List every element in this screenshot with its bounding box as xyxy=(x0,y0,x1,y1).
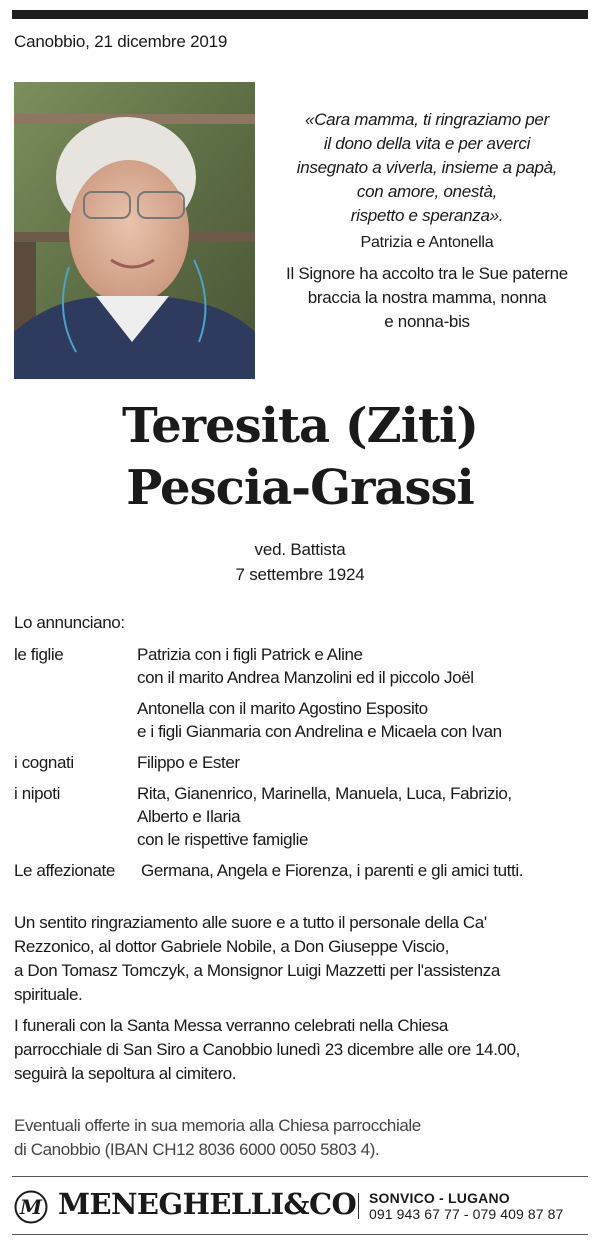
thanks-line: a Don Tomasz Tomczyk, a Monsignor Luigi Mazzetti per l'assistenza xyxy=(14,961,500,980)
footer-phones: 091 943 67 77 - 079 409 87 87 xyxy=(369,1206,564,1222)
family-line: Filippo e Ester xyxy=(137,753,240,772)
widow-of: ved. Battista xyxy=(254,540,346,559)
announcement-line: braccia la nostra mamma, nonna xyxy=(307,288,547,307)
quote-line: insegnato a viverla, insieme a papà, xyxy=(296,158,558,177)
quote-line: il dono della vita e per averci xyxy=(323,134,531,153)
funeral-line: I funerali con la Santa Messa verranno celebrati nella Chiesa xyxy=(14,1016,448,1035)
offerings-line: Eventuali offerte in sua memoria alla Chiesa parrocchiale xyxy=(14,1116,421,1135)
family-line: Patrizia con i figli Patrick e Aline xyxy=(137,645,363,664)
birth-date: 7 settembre 1924 xyxy=(235,565,365,584)
family-line: con il marito Andrea Manzolini ed il piccolo Joël xyxy=(137,668,474,687)
deceased-name-line1: Teresita (Ziti) xyxy=(122,398,478,454)
quote-signature: Patrizia e Antonella xyxy=(360,234,494,251)
thanks-line: spirituale. xyxy=(14,985,83,1004)
brand-logo-icon xyxy=(14,1190,48,1224)
brand-logo-letter: M xyxy=(19,1195,43,1219)
announcers-intro: Lo annunciano: xyxy=(14,613,125,632)
top-rule xyxy=(12,10,588,19)
offerings-paragraph xyxy=(14,1114,590,1162)
family-label-devoted: Le affezionate xyxy=(14,861,115,880)
family-label-grandchildren: i nipoti xyxy=(14,784,60,803)
place-date: Canobbio, 21 dicembre 2019 xyxy=(14,32,228,51)
family-label-daughters: le figlie xyxy=(14,645,64,664)
family-line: con le rispettive famiglie xyxy=(137,830,309,849)
footer-divider-top xyxy=(12,1176,588,1177)
announcement-line: Il Signore ha accolto tra le Sue paterne xyxy=(286,264,568,283)
thanks-line: Un sentito ringraziamento alle suore e a tutto il personale della Ca' xyxy=(14,913,487,932)
family-line: Alberto e Ilaria xyxy=(137,807,241,826)
quote-line: con amore, onestà, xyxy=(356,182,498,201)
quote-line: «Cara mamma, ti ringraziamo per xyxy=(305,110,549,129)
funeral-line: seguirà la sepoltura al cimitero. xyxy=(14,1064,237,1083)
footer-locations: SONVICO - LUGANO xyxy=(369,1190,510,1206)
portrait-photo xyxy=(14,82,255,379)
thanks-line: Rezzonico, al dottor Gabriele Nobile, a Don Giuseppe Viscio, xyxy=(14,937,449,956)
quote-block xyxy=(262,108,592,228)
footer-divider-bottom xyxy=(12,1234,588,1235)
funeral-line: parrocchiale di San Siro a Canobbio lunedì 23 dicembre alle ore 14.00, xyxy=(14,1040,520,1059)
family-label-in-laws: i cognati xyxy=(14,753,74,772)
announcement-line: e nonna-bis xyxy=(384,312,470,331)
thanks-paragraph xyxy=(14,911,590,1007)
family-line: Antonella con il marito Agostino Esposito xyxy=(137,699,428,718)
brand-name: MENEGHELLI&CO xyxy=(58,1187,357,1221)
quote-line: rispetto e speranza». xyxy=(350,206,504,225)
footer-separator xyxy=(358,1193,359,1219)
family-line: e i figli Gianmaria con Andrelina e Micaela con Ivan xyxy=(137,722,502,741)
family-line: Rita, Gianenrico, Marinella, Manuela, Luca, Fabrizio, xyxy=(137,784,512,803)
announcement-block xyxy=(262,262,592,334)
family-line: Germana, Angela e Fiorenza, i parenti e gli amici tutti. xyxy=(141,861,524,880)
funeral-paragraph xyxy=(14,1014,590,1086)
deceased-name-line2: Pescia-Grassi xyxy=(126,460,474,516)
offerings-line: di Canobbio (IBAN CH12 8036 6000 0050 5803 4). xyxy=(14,1140,380,1159)
